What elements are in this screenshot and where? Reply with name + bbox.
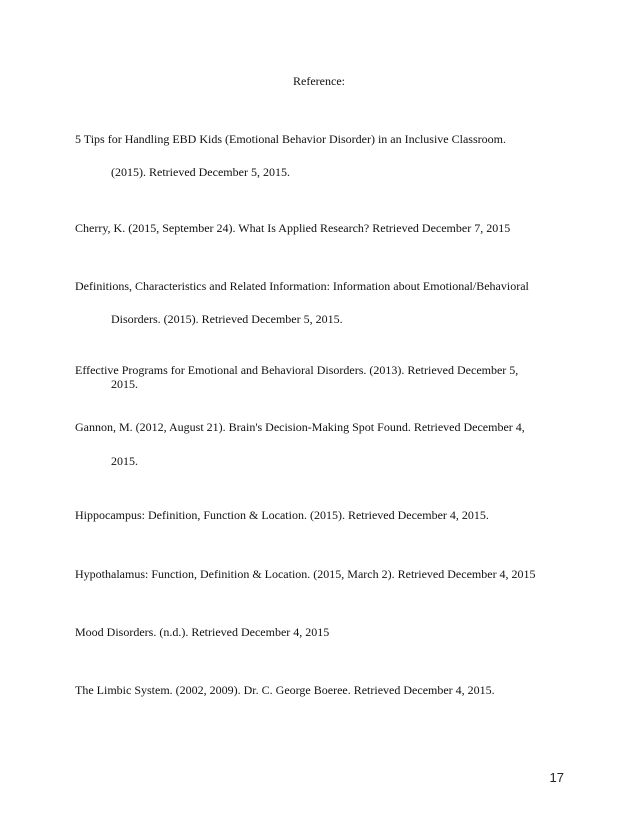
reference-entry: [75, 363, 565, 391]
reference-entry: [75, 625, 565, 639]
page-number: 17: [549, 770, 564, 785]
reference-line: Hypothalamus: Function, Definition & Location. (2015, March 2). Retrieved December 4, 2015: [75, 567, 536, 581]
reference-line: The Limbic System. (2002, 2009). Dr. C. George Boeree. Retrieved December 4, 2015.: [75, 683, 495, 697]
reference-entry: [75, 420, 565, 468]
reference-continuation: 2015.: [111, 454, 138, 468]
reference-entry: [75, 567, 565, 581]
reference-line: Cherry, K. (2015, September 24). What Is Applied Research? Retrieved December 7, 2015: [75, 221, 511, 235]
reference-continuation: (2015). Retrieved December 5, 2015.: [111, 165, 290, 179]
reference-line: Mood Disorders. (n.d.). Retrieved December 4, 2015: [75, 625, 330, 639]
reference-line: Hippocampus: Definition, Function & Location. (2015). Retrieved December 4, 2015.: [75, 508, 489, 522]
reference-line: Effective Programs for Emotional and Behavioral Disorders. (2013). Retrieved December 5,: [75, 363, 519, 377]
reference-continuation: 2015.: [111, 377, 138, 391]
reference-entry: [75, 279, 565, 326]
reference-line: Gannon, M. (2012, August 21). Brain's Decision-Making Spot Found. Retrieved December 4,: [75, 420, 525, 434]
reference-line: 5 Tips for Handling EBD Kids (Emotional Behavior Disorder) in an Inclusive Classroom.: [75, 132, 506, 146]
reference-line: Definitions, Characteristics and Related Information: Information about Emotional/Behavioral: [75, 279, 529, 293]
reference-continuation: Disorders. (2015). Retrieved December 5, 2015.: [111, 312, 343, 326]
reference-entry: [75, 508, 565, 522]
reference-entry: [75, 132, 565, 179]
reference-heading: Reference:: [293, 74, 345, 88]
reference-entry: [75, 683, 565, 697]
reference-entry: [75, 221, 565, 235]
